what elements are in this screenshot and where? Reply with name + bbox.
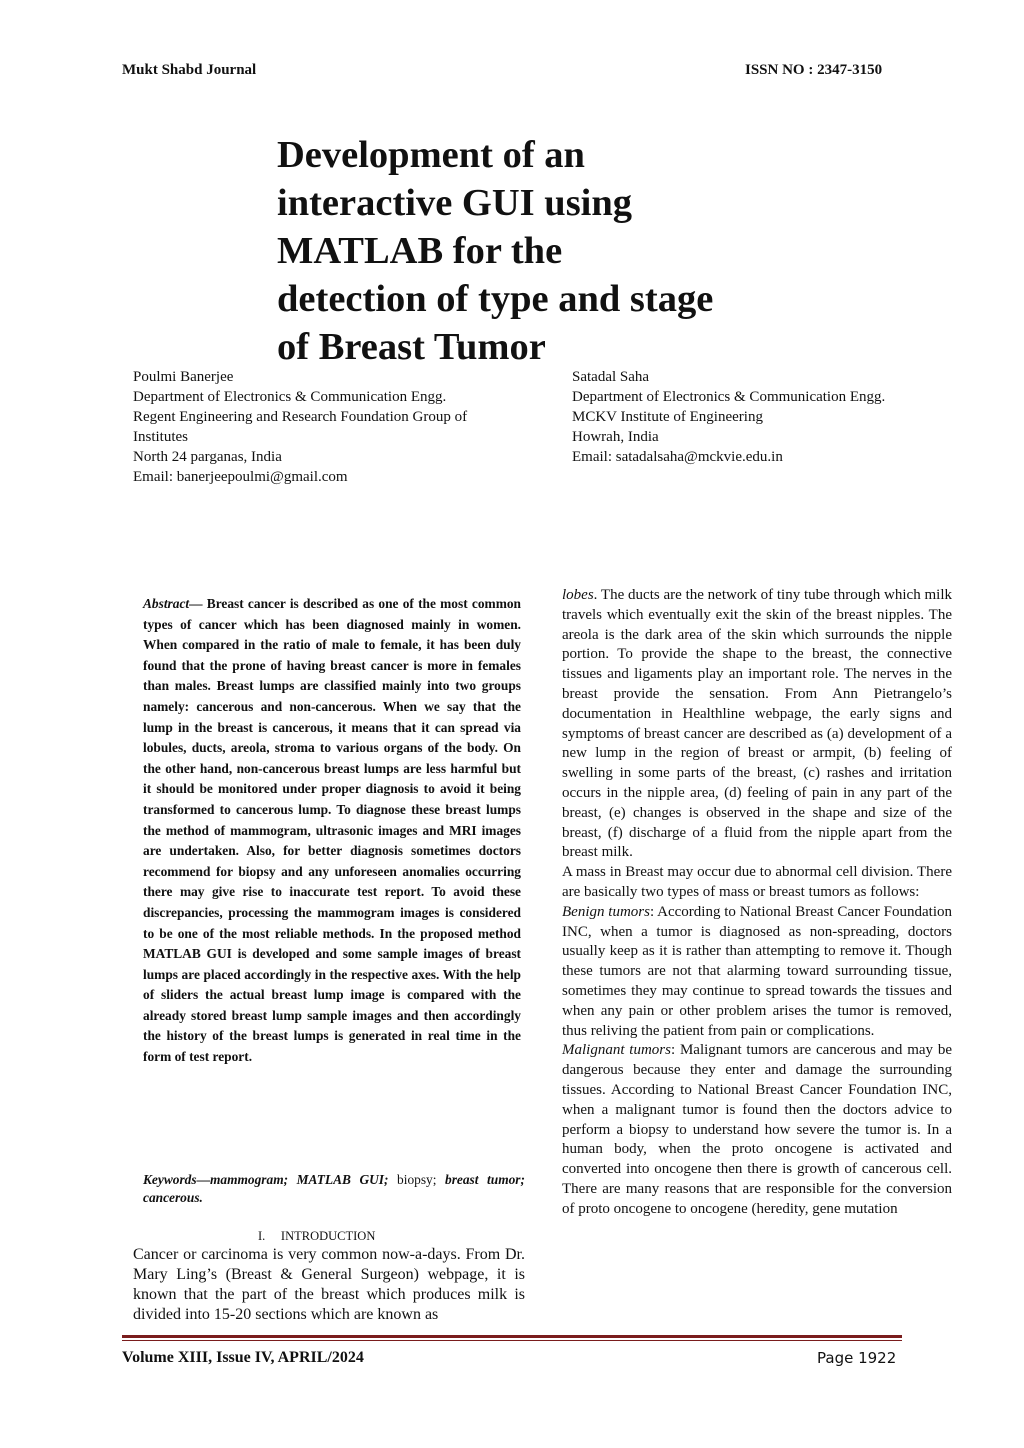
title-line: detection of type and stage <box>277 278 714 320</box>
abstract-dash: — <box>189 596 207 611</box>
body-paragraph: A mass in Breast may occur due to abnormal cell division. There are basically two types of mass or breast tumors as follows: <box>562 864 952 900</box>
paragraph-text: . The ducts are the network of tiny tube through which milk travels which eventually exit the skin of the breast nipples. The areola is the dark area of the skin which surrounds the nipple portion. To provide the shape to the breast, the connective tissues and ligaments play an important role. The nerves in the breast provide the sensation. From Ann Pietrangelo’s documentation in Healthline webpage, the early signs and symptoms of breast cancer are described as (a) development of a new lump in the region of breast or armpit, (b) feeling of swelling in some parts of the breast, (c) rashes and irritation occurs in the nipple area, (d) feeling of pain in any part of the breast, (e) changes is observed in the shape and size of the breast, (f) discharge of a fluid from the nipple apart from the breast milk. <box>562 587 952 861</box>
author-location: North 24 parganas, India <box>133 449 282 465</box>
author-name: Poulmi Banerjee <box>133 369 234 385</box>
abstract-label: Abstract <box>143 596 190 611</box>
introduction-paragraph: Cancer or carcinoma is very common now-a-days. From Dr. Mary Ling’s (Breast & General Surgeon) webpage, it is known that the part of the breast which produces milk is divided into 15-20 sections which are known as <box>133 1246 525 1323</box>
right-column <box>562 586 952 1220</box>
author-email: Email: satadalsaha@mckvie.edu.in <box>572 449 783 465</box>
author-block-left <box>133 367 467 487</box>
author-institute-cont: Institutes <box>133 429 188 445</box>
body-paragraph <box>562 586 952 863</box>
term-benign: Benign tumors <box>562 903 650 920</box>
footer-rule-thin <box>122 1340 902 1341</box>
author-email: Email: banerjeepoulmi@gmail.com <box>133 469 348 485</box>
abstract-section <box>143 594 521 1068</box>
term-malignant: Malignant tumors <box>562 1042 671 1059</box>
author-department: Department of Electronics & Communication Engg. <box>572 389 886 405</box>
paper-title <box>277 131 797 371</box>
title-line: of Breast Tumor <box>277 326 546 368</box>
paragraph-text: : Malignant tumors are cancerous and may be dangerous because they enter and damage the surrounding tissues. According to National Breast Cancer Foundation INC, when a malignant tumor is found then the doctors advice to perform a biopsy to understand how severe the tumor is. In a human body, when the proto oncogene is activated and converted into oncogene then there is growth of cancerous cell. There are many reasons that are responsible for the conversion of proto oncogene to oncogene (heredity, gene mutation <box>562 1042 952 1217</box>
footer-rule <box>122 1335 902 1338</box>
author-institute: MCKV Institute of Engineering <box>572 409 763 425</box>
paragraph-text: : According to National Breast Cancer Foundation INC, when a tumor is diagnosed as non-spreading, doctors usually keep as it is rather than attempting to remove it. Though these tumors are not that alarming toward surrounding tissue, sometimes they may continue to spread towards the tissues and when any pain or other problem arises the tumor is removed, thus reliving the patient from pain or complications. <box>562 903 952 1039</box>
body-paragraph <box>562 1041 952 1219</box>
author-name: Satadal Saha <box>572 369 650 385</box>
title-line: Development of an <box>277 134 585 176</box>
author-department: Department of Electronics & Communication Engg. <box>133 389 447 405</box>
author-block-right <box>572 367 885 467</box>
keywords-label: Keywords—mammogram; MATLAB GUI; <box>143 1172 389 1187</box>
keywords-mid: biopsy; <box>388 1172 446 1187</box>
term-lobes: lobes <box>562 587 594 603</box>
issn-number: ISSN NO : 2347-3150 <box>745 62 883 78</box>
body-paragraph <box>562 903 952 1042</box>
title-line: interactive GUI using <box>277 182 633 224</box>
abstract-text: Breast cancer is described as one of the most common types of cancer which has been diagnosed mainly in women. When compared in the ratio of male to female, it has been duly found that the prone of having breast cancer is more in females than males. Breast lumps are classified mainly into two groups namely: cancerous and non-cancerous. When we say that the lump in the breast is cancerous, it means that it can spread via lobules, ducts, areola, stroma to various organs of the body. On the other hand, non-cancerous breast lumps are less harmful but it should be monitored under proper diagnosis to avoid it being transformed to cancerous lump. To diagnose these breast lumps the method of mammogram, ultrasonic images and MRI images are undertaken. Also, for better diagnosis sometimes doctors recommend for biopsy and any unforeseen anomalies occurring there may give rise to inaccurate test report. To avoid these discrepancies, processing the mammogram images is considered to be one of the most reliable methods. In the proposed method MATLAB GUI is developed and some sample images of breast lumps are placed accordingly in the respective axes. With the help of sliders the actual breast lump image is compared with the already stored breast lump sample images and then accordingly the history of the breast lumps is generated in real time in the form of test report. <box>143 596 521 1065</box>
journal-name: Mukt Shabd Journal <box>122 62 257 78</box>
keywords-rest: breast tumor; cancerous. <box>143 1172 525 1205</box>
section-heading-introduction: I. INTRODUCTION <box>258 1229 376 1243</box>
keywords-section <box>143 1171 525 1207</box>
page-number: Page 1922 <box>817 1349 897 1367</box>
volume-info: Volume XIII, Issue IV, APRIL/2024 <box>122 1349 364 1366</box>
author-location: Howrah, India <box>572 429 659 445</box>
author-institute: Regent Engineering and Research Foundation Group of <box>133 409 468 425</box>
title-line: MATLAB for the <box>277 230 563 272</box>
